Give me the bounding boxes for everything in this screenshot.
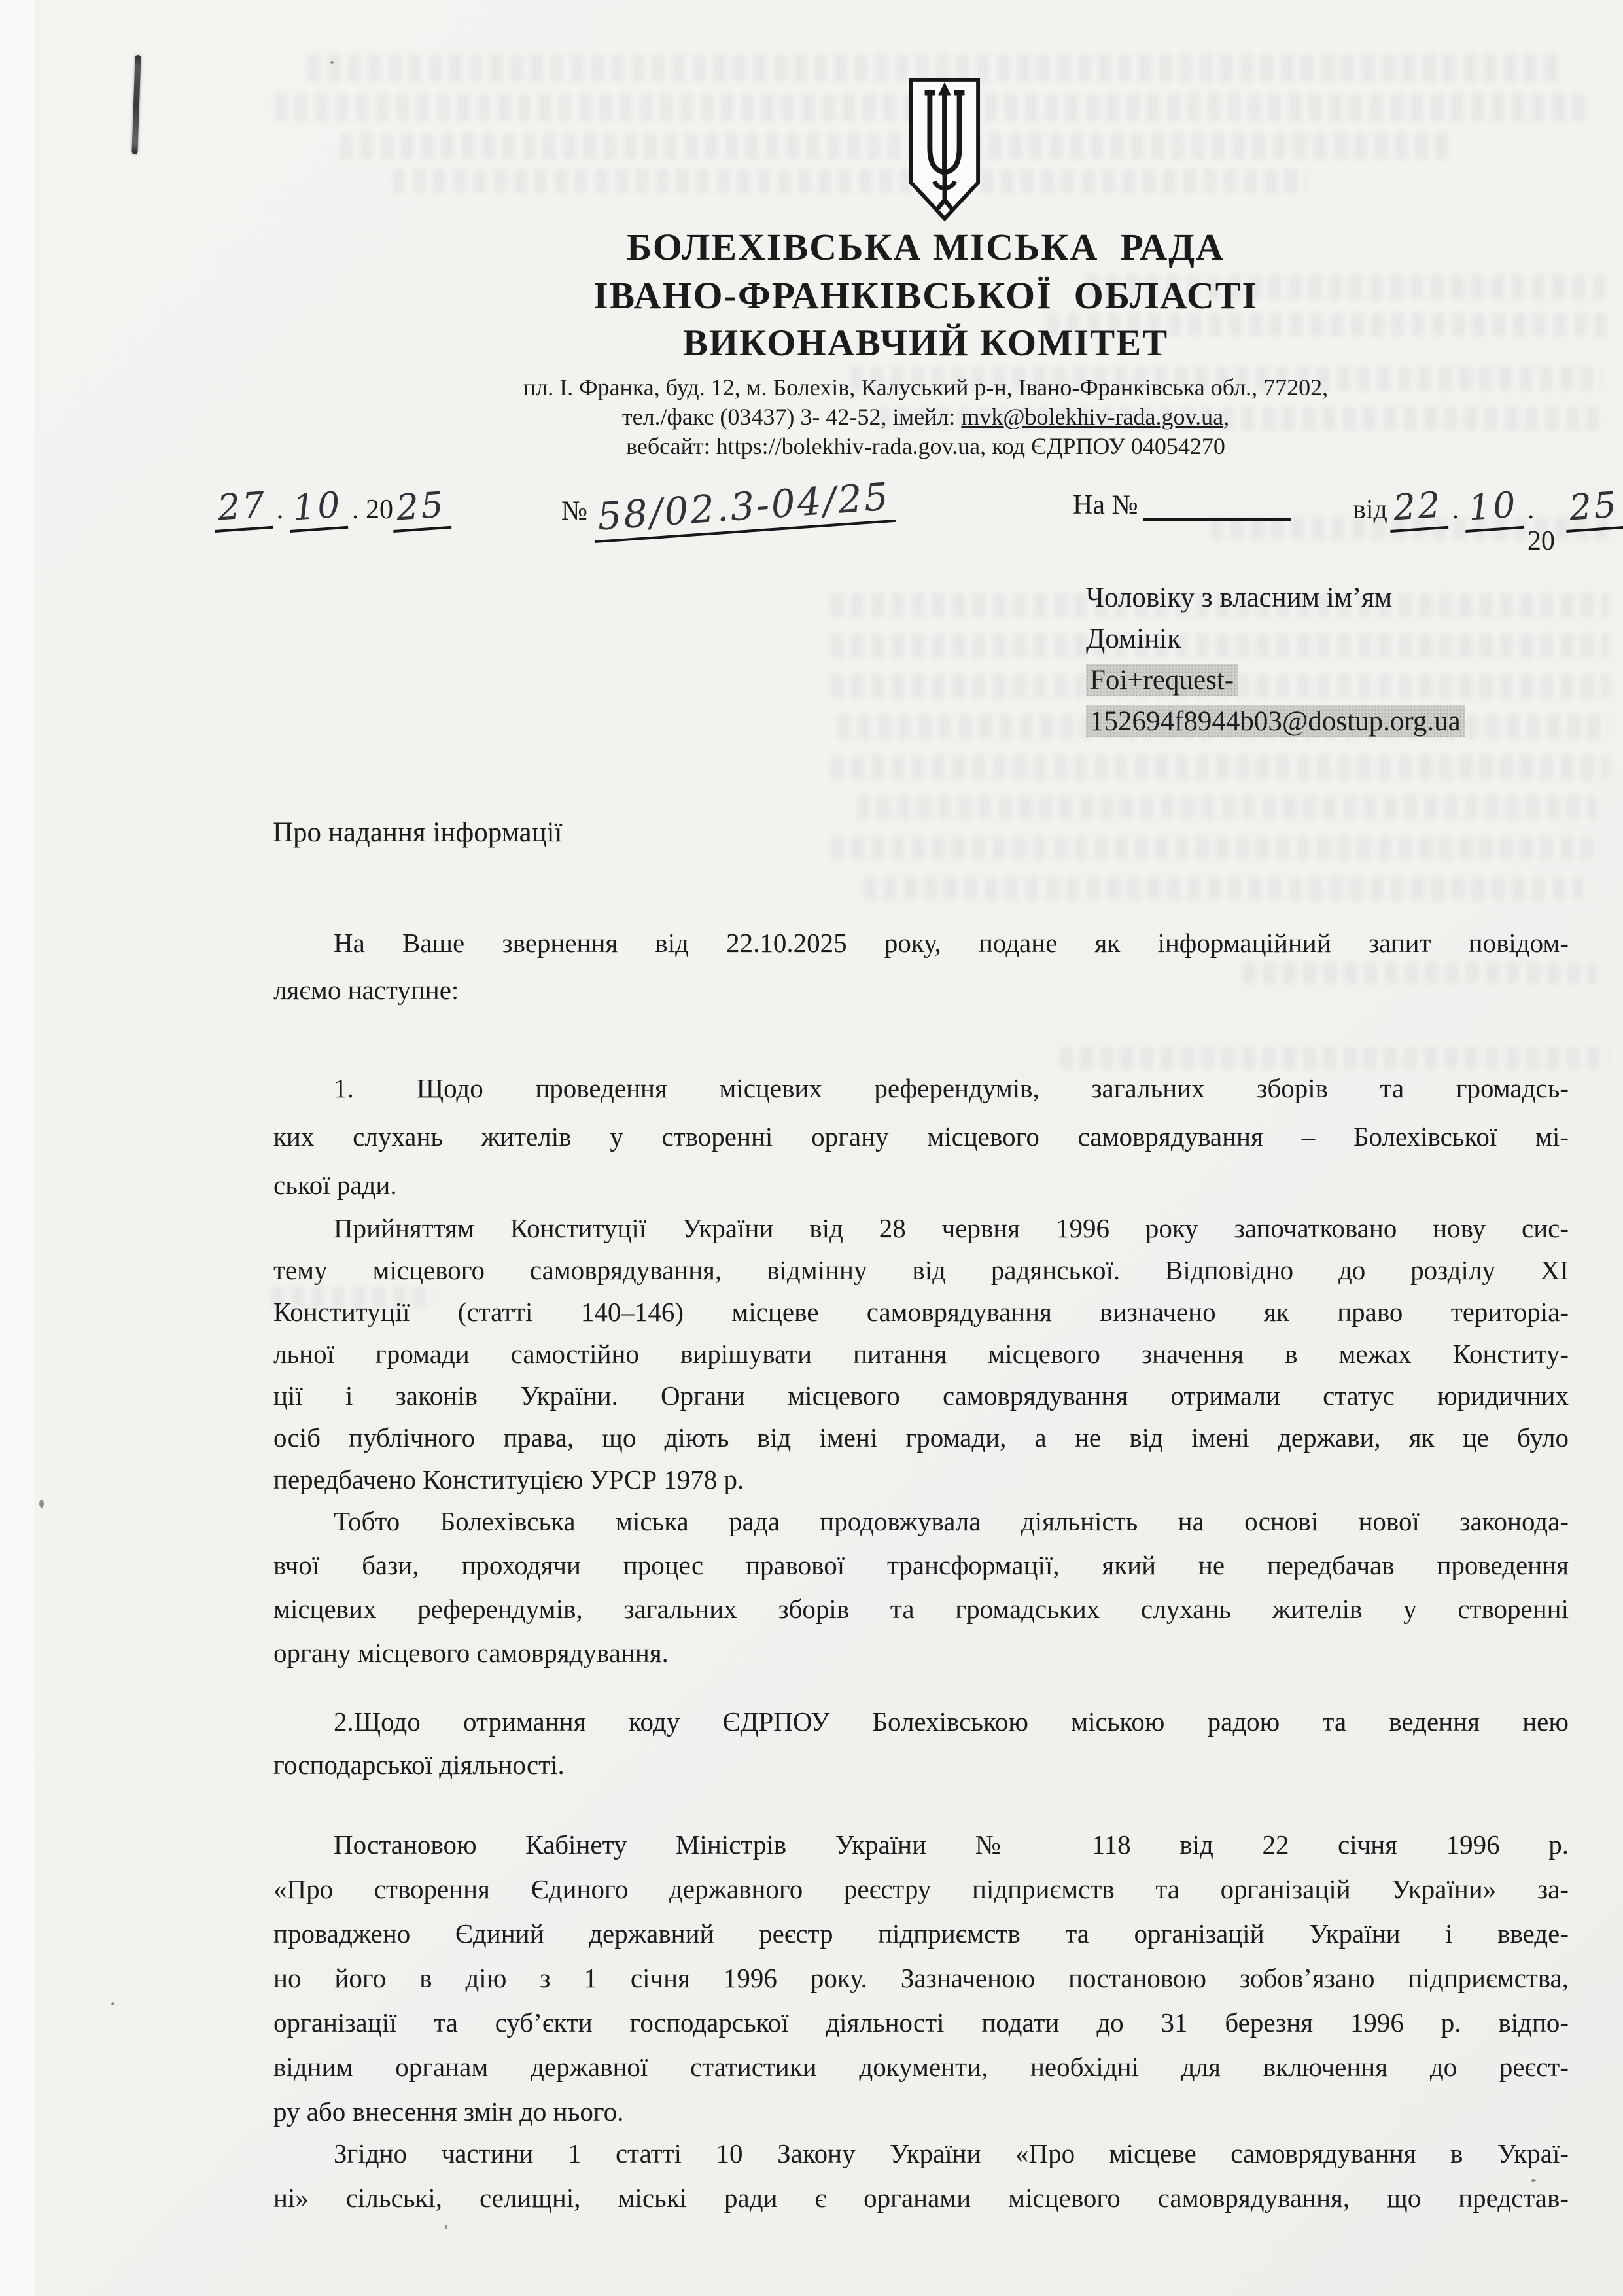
org-contacts: тел./факс (03437) 3- 42-52, імейл: mvk@bolekhiv-rada.gov.ua, [621,404,1230,430]
ukraine-trident-icon [906,76,983,222]
body-line: Тобто Болехівська міська рада продовжувала діяльність на основі нової законода- [334,1506,1569,1536]
bleedthrough-smudge [831,836,1603,860]
handwritten-reply-month: 10 [1463,484,1524,533]
body-line: Конституції (статті 140–146) місцеве самоврядування визначено як право територіа- [273,1297,1569,1327]
bleedthrough-smudge [857,796,1596,819]
reply-number-label: На № [1073,490,1138,520]
body-line: 1. Щодо проведення місцевих референдумів, загальних зборів та громадсь- [334,1073,1569,1103]
body-line: вчої бази, проходячи процес правової трансформації, який не передбачав проведення [273,1550,1569,1580]
reply-date-dot: . [1452,495,1459,525]
handwritten-reply-day: 22 [1387,484,1448,533]
number-label: № [561,496,588,526]
body-line: тему місцевого самоврядування, відмінну від радянської. Відповідно до розділу XI [273,1255,1569,1285]
handwritten-day: 27 [212,484,273,533]
bleedthrough-smudge [864,877,1583,900]
bleedthrough-smudge [393,169,1308,194]
bleedthrough-smudge [340,132,1452,160]
ink-speck [39,1500,44,1508]
subject-line: Про надання інформації [273,817,563,848]
body-line: організації та суб’єкти господарської діяльності подати до 31 березня 1996 р. відпо- [273,2007,1569,2038]
bleedthrough-smudge [1060,1047,1609,1069]
outgoing-date-field [213,486,450,531]
body-line: органу місцевого самоврядування. [273,1638,669,1668]
ink-speck [111,2002,114,2005]
reply-date-year-prefix: . 20 [1527,495,1555,556]
body-line: передбачено Конституцією УРСР 1978 р. [273,1464,744,1494]
body-line: льної громади самостійно вирішувати питання місцевого значення в межах Конститу- [273,1339,1569,1369]
ink-speck [445,2225,447,2229]
recipient-line: Чоловіку з власним ім’ям [1086,582,1393,613]
body-line: осіб публічного права, що діють від імені громади, а не від імені держави, як це було [273,1422,1569,1453]
reply-number-blank [1143,489,1291,521]
reply-from-label: від [1353,495,1387,525]
body-line: відним органам державної статистики документи, необхідні для включення до реєст- [273,2052,1569,2082]
body-line: ської ради. [273,1170,397,1200]
recipient-block [1086,577,1465,742]
staple-mark [131,55,141,154]
body-line: ру або внесення змін до нього. [273,2096,624,2127]
ink-speck [330,61,334,64]
body-line: На Ваше звернення від 22.10.2025 року, подане як інформаційний запит повідом- [334,928,1569,958]
recipient-email-part1: Foi+request- [1086,660,1465,701]
body-line: господарської діяльності. [273,1750,565,1780]
body-line: ції і законів України. Органи місцевого самоврядування отримали статус юридичних [273,1381,1569,1411]
org-website-edrpou: вебсайт: https://bolekhiv-rada.gov.ua, код ЄДРПОУ 04054270 [626,433,1225,459]
body-line: місцевих референдумів, загальних зборів та громадських слухань жителів у створенні [273,1594,1569,1624]
reply-number-field [1073,489,1291,521]
handwritten-reply-year: 25 [1563,484,1623,533]
handwritten-number: 58/02.3-04/25 [591,474,896,543]
org-name-line1: БОЛЕХІВСЬКА МІСЬКА РАДА [626,226,1225,268]
phone-fax: тел./факс (03437) 3- 42-52, імейл: [621,404,962,430]
body-line: Прийняттям Конституції України від 28 червня 1996 року започатковано нову сис- [334,1213,1569,1243]
body-line: но його в дію з 1 січня 1996 року. Зазначеною постановою зобов’язано підприємства, [273,1963,1569,1993]
body-line: проваджено Єдиний державний реєстр підприємств та організацій України і введе- [273,1918,1569,1949]
scan-edge-strip [0,0,34,2296]
body-line: «Про створення Єдиного державного реєстру підприємств та організацій України» за- [273,1874,1569,1904]
list-number: 1. [334,1073,354,1103]
org-name-line3: ВИКОНАВЧИЙ КОМІТЕТ [682,323,1169,364]
body-line: Згідно частини 1 статті 10 Закону України «Про місцеве самоврядування в Украї- [334,2138,1569,2168]
body-line: Постановою Кабінету Міністрів України № 118 від 22 січня 1996 р. [334,1829,1569,1860]
recipient-email-part2: 152694f8944b03@dostup.org.ua [1086,701,1465,742]
recipient-name: Домінік [1086,624,1181,654]
bleedthrough-smudge [831,755,1609,780]
date-year-prefix: . 20 [351,495,393,525]
org-email: mvk@bolekhiv-rada.gov.ua [961,404,1224,430]
body-line: ких слухань жителів у створенні органу місцевого самоврядування – Болехівської мі- [273,1122,1569,1152]
handwritten-month: 10 [287,484,348,533]
handwritten-year: 25 [391,484,451,533]
body-line: 2.Щодо отримання коду ЄДРПОУ Болехівською міською радою та ведення нею [334,1706,1569,1737]
org-address: пл. І. Франка, буд. 12, м. Болехів, Калуський р-н, Івано-Франківська обл., 77202, [523,374,1329,400]
org-name-line2: ІВАНО-ФРАНКІВСЬКОЇ ОБЛАСТІ [593,274,1259,317]
date-dot: . [276,495,284,525]
reply-date-field [1353,486,1623,557]
outgoing-number-field [561,474,895,539]
body-line: ляємо наступне: [273,975,459,1005]
body-line: ні» сільські, селищні, міські ради є органами місцевого самоврядування, що представ- [273,2183,1569,2213]
